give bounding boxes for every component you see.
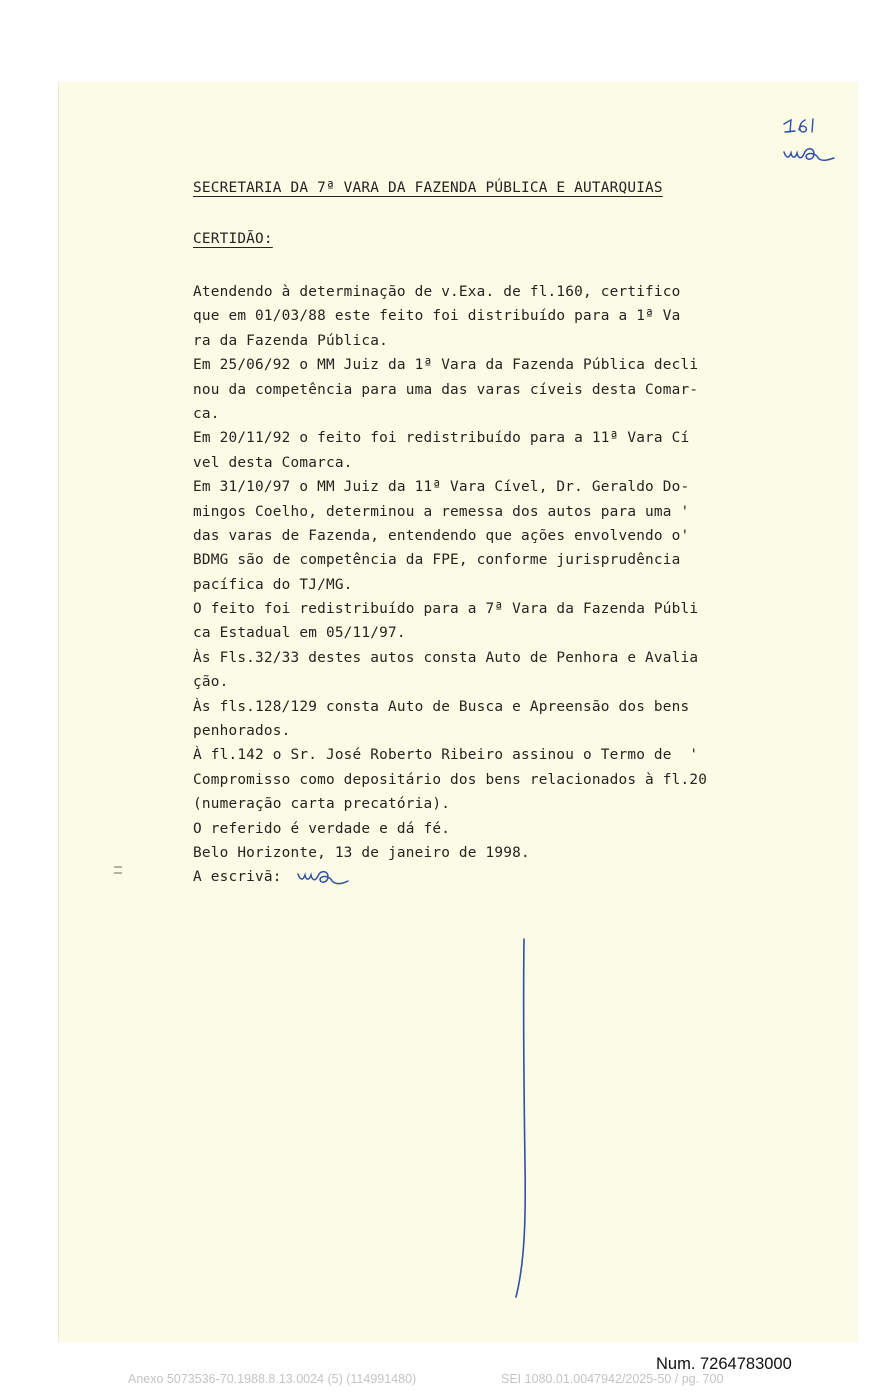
body-line: BDMG são de competência da FPE, conforme jurisprudência [193, 552, 681, 569]
body-line: O feito foi redistribuído para a 7ª Vara da Fazenda Públi [193, 601, 699, 618]
footer-annex-reference: Anexo 5073536-70.1988.8.13.0024 (5) (114991480) [128, 1372, 417, 1386]
certificate-title: CERTIDÃO: [193, 231, 273, 247]
footer-sei-reference: SEI 1080.01.0047942/2025-50 / pg. 700 [501, 1372, 724, 1386]
body-line: pacífica do TJ/MG. [193, 576, 353, 593]
body-line: Em 31/10/97 o MM Juiz da 11ª Vara Cível, Dr. Geraldo Do- [193, 479, 690, 496]
body-line: das varas de Fazenda, entendendo que ações envolvendo o' [193, 527, 690, 544]
body-line: ca. [193, 405, 220, 422]
body-line: Em 20/11/92 o feito foi redistribuído para a 11ª Vara Cí [193, 430, 690, 447]
document-heading: SECRETARIA DA 7ª VARA DA FAZENDA PÚBLICA E AUTARQUIAS [193, 180, 663, 196]
document-number-stamp: Num. 7264783000 [656, 1355, 792, 1373]
body-line: Às fls.128/129 consta Auto de Busca e Apreensão dos bens [193, 698, 690, 715]
signature-label: A escrivã: [193, 869, 282, 886]
body-line: Atendendo à determinação de v.Exa. de fl.160, certifico [193, 284, 681, 300]
body-line: (numeração carta precatória). [193, 796, 451, 813]
body-line: Belo Horizonte, 13 de janeiro de 1998. [193, 844, 530, 861]
certificate-body [193, 280, 753, 890]
body-line: ção. [193, 674, 229, 691]
body-line: Em 25/06/92 o MM Juiz da 1ª Vara da Fazenda Pública decli [193, 357, 699, 374]
body-line: penhorados. [193, 723, 291, 740]
signature-row [193, 865, 753, 889]
body-line: ca Estadual em 05/11/97. [193, 625, 406, 642]
body-line: mingos Coelho, determinou a remessa dos autos para uma ' [193, 503, 690, 520]
handwritten-page-number [778, 116, 842, 168]
body-line: vel desta Comarca. [193, 454, 353, 471]
body-line: nou da competência para uma das varas cíveis desta Comar- [193, 381, 699, 398]
handwritten-initials [296, 866, 352, 888]
body-line: que em 01/03/88 este feito foi distribuído para a 1ª Va [193, 308, 681, 325]
body-line: Às Fls.32/33 destes autos consta Auto de Penhora e Avalia [193, 649, 699, 666]
body-line: ra da Fazenda Pública. [193, 332, 389, 349]
body-line: Compromisso como depositário dos bens relacionados à fl.20 [193, 771, 708, 788]
body-line: O referido é verdade e dá fé. [193, 820, 451, 837]
body-line: À fl.142 o Sr. José Roberto Ribeiro assinou o Termo de ' [193, 747, 699, 764]
edge-mark [114, 866, 122, 880]
handwritten-vertical-line [506, 935, 536, 1305]
